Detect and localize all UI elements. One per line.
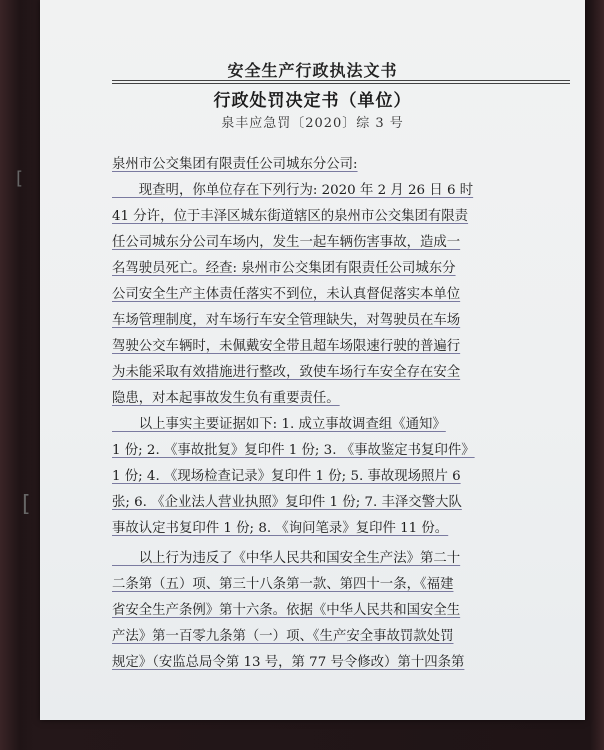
text-line: 现查明，你单位存在下列行为: 2020 年 2 月 26 日 6 时 [112, 183, 474, 198]
text-line: 为未能采取有效措施进行整改，致使车场行车安全存在安全 [112, 365, 461, 380]
text-line: 省安全生产条例》第十六条。依据《中华人民共和国安全生 [112, 603, 461, 618]
binding-mark: [ [16, 168, 24, 189]
text-line: 隐患，对本起事故发生负有重要责任。 [112, 391, 340, 406]
text-line: 泉州市公交集团有限责任公司城东分公司: [112, 157, 358, 172]
text-line: 任公司城东分公司车场内，发生一起车辆伤害事故，造成一 [112, 235, 461, 250]
header-rule [112, 80, 570, 81]
text-line: 41 分许，位于丰泽区城东街道辖区的泉州市公交集团有限责 [112, 209, 469, 224]
text-line: 产法》第一百零九条第（一）项、《生产安全事故罚款处罚 [112, 629, 454, 644]
header-rule [112, 83, 570, 84]
text-line: 车场管理制度，对车场行车安全管理缺失，对驾驶员在车场 [112, 313, 461, 328]
text-line: 1 份; 2. 《事故批复》复印件 1 份; 3. 《事故鉴定书复印件》 [112, 443, 475, 458]
text-line: 规定》（安监总局令第 13 号，第 77 号令修改）第十四条第 [112, 655, 465, 670]
document-series-title: 安全生产行政执法文书 [227, 61, 398, 80]
text-line: 名驾驶员死亡。经查: 泉州市公交集团有限责任公司城东分 [112, 261, 456, 276]
document-page [40, 0, 585, 720]
text-line: 以上行为违反了《中华人民共和国安全生产法》第二十 [112, 551, 461, 566]
text-line: 公司安全生产主体责任落实不到位，未认真督促落实本单位 [112, 287, 461, 302]
text-line: 1 份; 4. 《现场检查记录》复印件 1 份; 5. 事故现场照片 6 [112, 469, 461, 484]
text-line: 驾驶公交车辆时，未佩戴安全带且超车场限速行驶的普遍行 [112, 339, 461, 354]
document-title: 行政处罚决定书（单位） [213, 91, 412, 111]
text-line: 二条第（五）项、第三十八条第一款、第四十一条，《福建 [112, 577, 454, 592]
text-line: 事故认定书复印件 1 份; 8. 《询问笔录》复印件 11 份。 [112, 521, 449, 536]
text-line: 以上事实主要证据如下: 1. 成立事故调查组《通知》 [112, 417, 446, 432]
text-line: 张; 6. 《企业法人营业执照》复印件 1 份; 7. 丰泽交警大队 [112, 495, 462, 510]
binding-mark: [ [22, 492, 31, 517]
document-number: 泉丰应急罚〔2020〕综 3 号 [221, 116, 404, 131]
